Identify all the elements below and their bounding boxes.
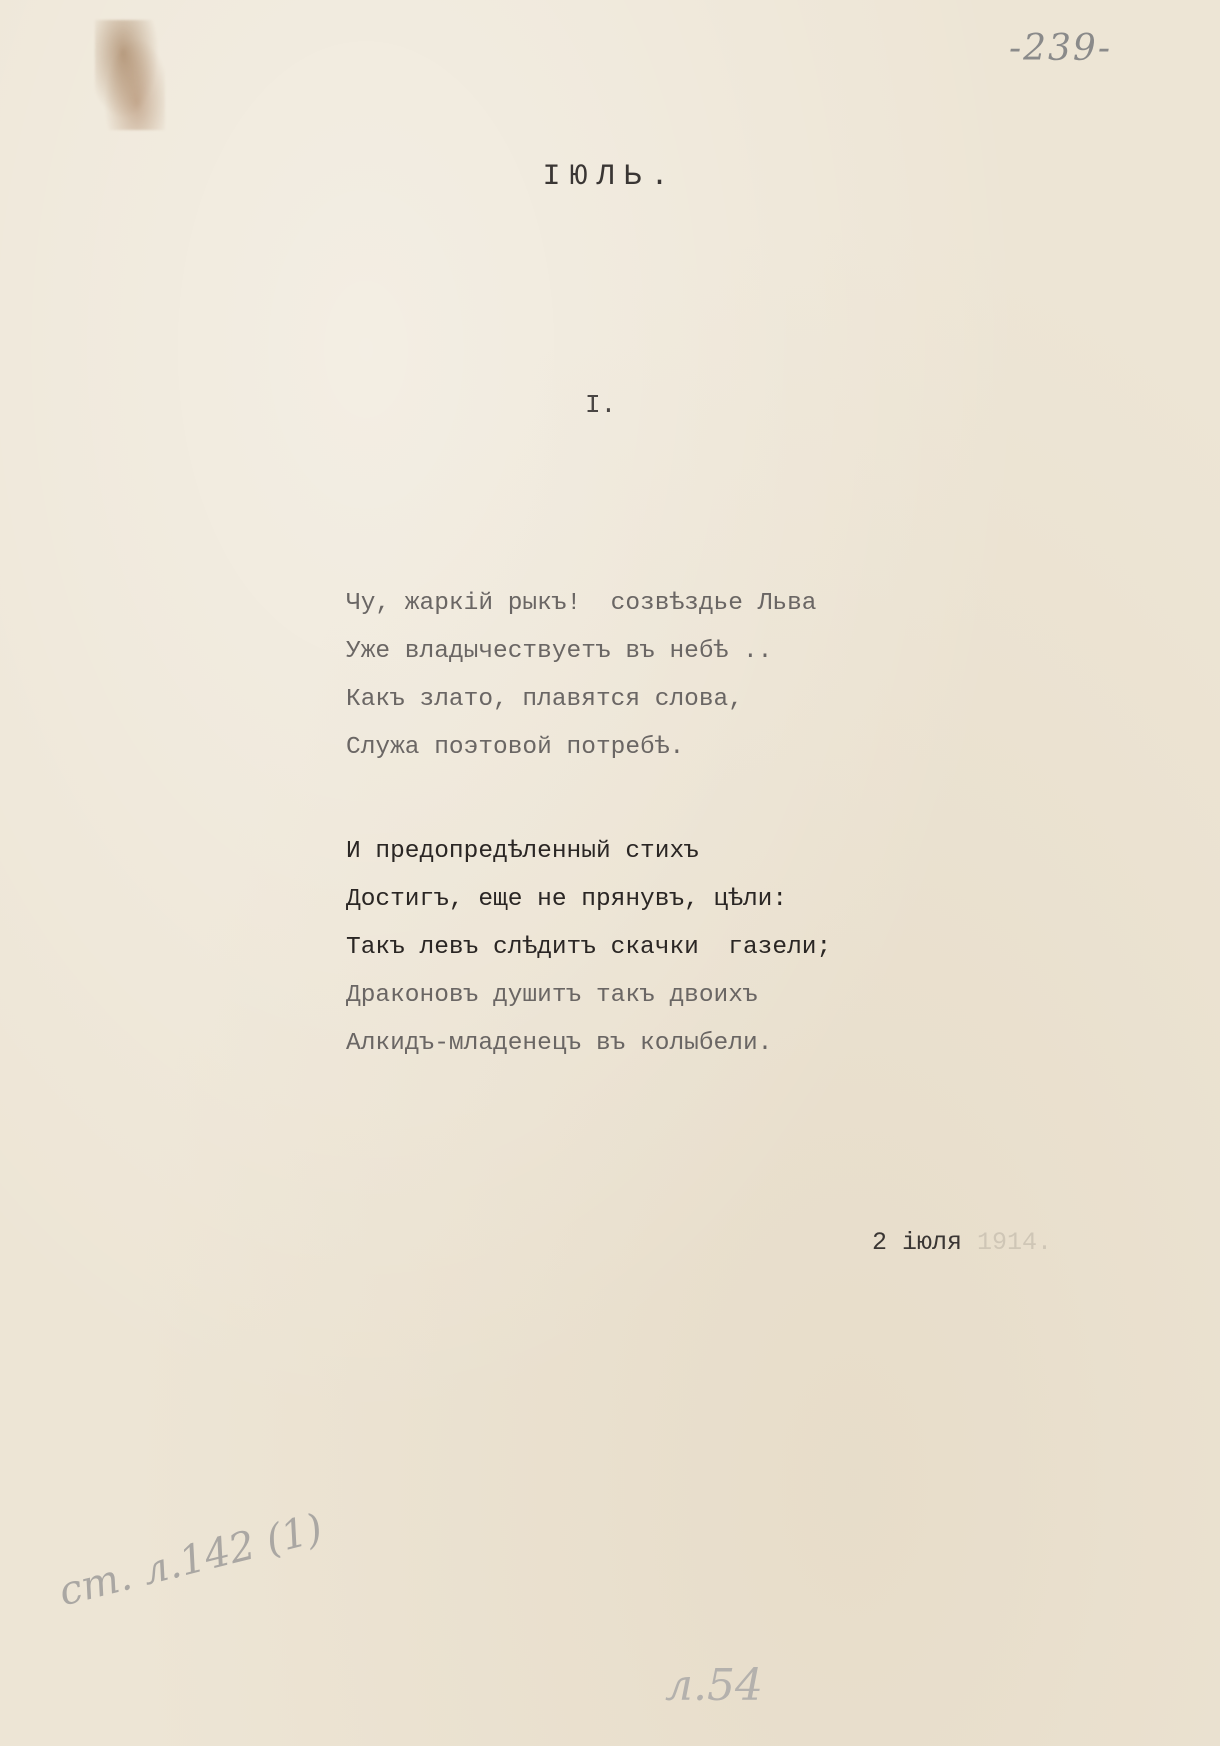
folio-number: -239- — [1008, 28, 1112, 69]
date-day-month: 2 iюля — [872, 1228, 963, 1257]
verse-line: Алкидъ-младенецъ въ колыбели. — [346, 1030, 773, 1057]
verse-line: Такъ левъ слѣдитъ скачки газели; — [346, 934, 832, 961]
stanza-2 — [346, 828, 831, 1068]
sheet-pencil-note: л.54 — [665, 1660, 763, 1711]
verse-line: Чу, жаркiй рыкъ! созвѣздье Льва — [346, 590, 817, 617]
stanza-1 — [346, 580, 816, 772]
verse-line: Уже владычествуетъ въ небѣ .. — [346, 638, 773, 665]
poem-title: IЮЛЬ. — [542, 160, 678, 194]
section-number: I. — [585, 390, 617, 420]
verse-line: Достигъ, еще не прянувъ, цѣли: — [346, 886, 788, 913]
verse-line: Служа поэтовой потребѣ. — [346, 734, 685, 761]
poem-date — [872, 1228, 1052, 1257]
verse-line: Драконовъ душитъ такъ двоихъ — [346, 982, 758, 1009]
paper-stain — [95, 20, 165, 130]
date-year: 1914. — [977, 1228, 1053, 1257]
verse-line: И предопредѣленный стихъ — [346, 838, 699, 865]
verse-line: Какъ злато, плавятся слова, — [346, 686, 743, 713]
archive-pencil-note: ст. л.142 (1) — [54, 1505, 328, 1616]
